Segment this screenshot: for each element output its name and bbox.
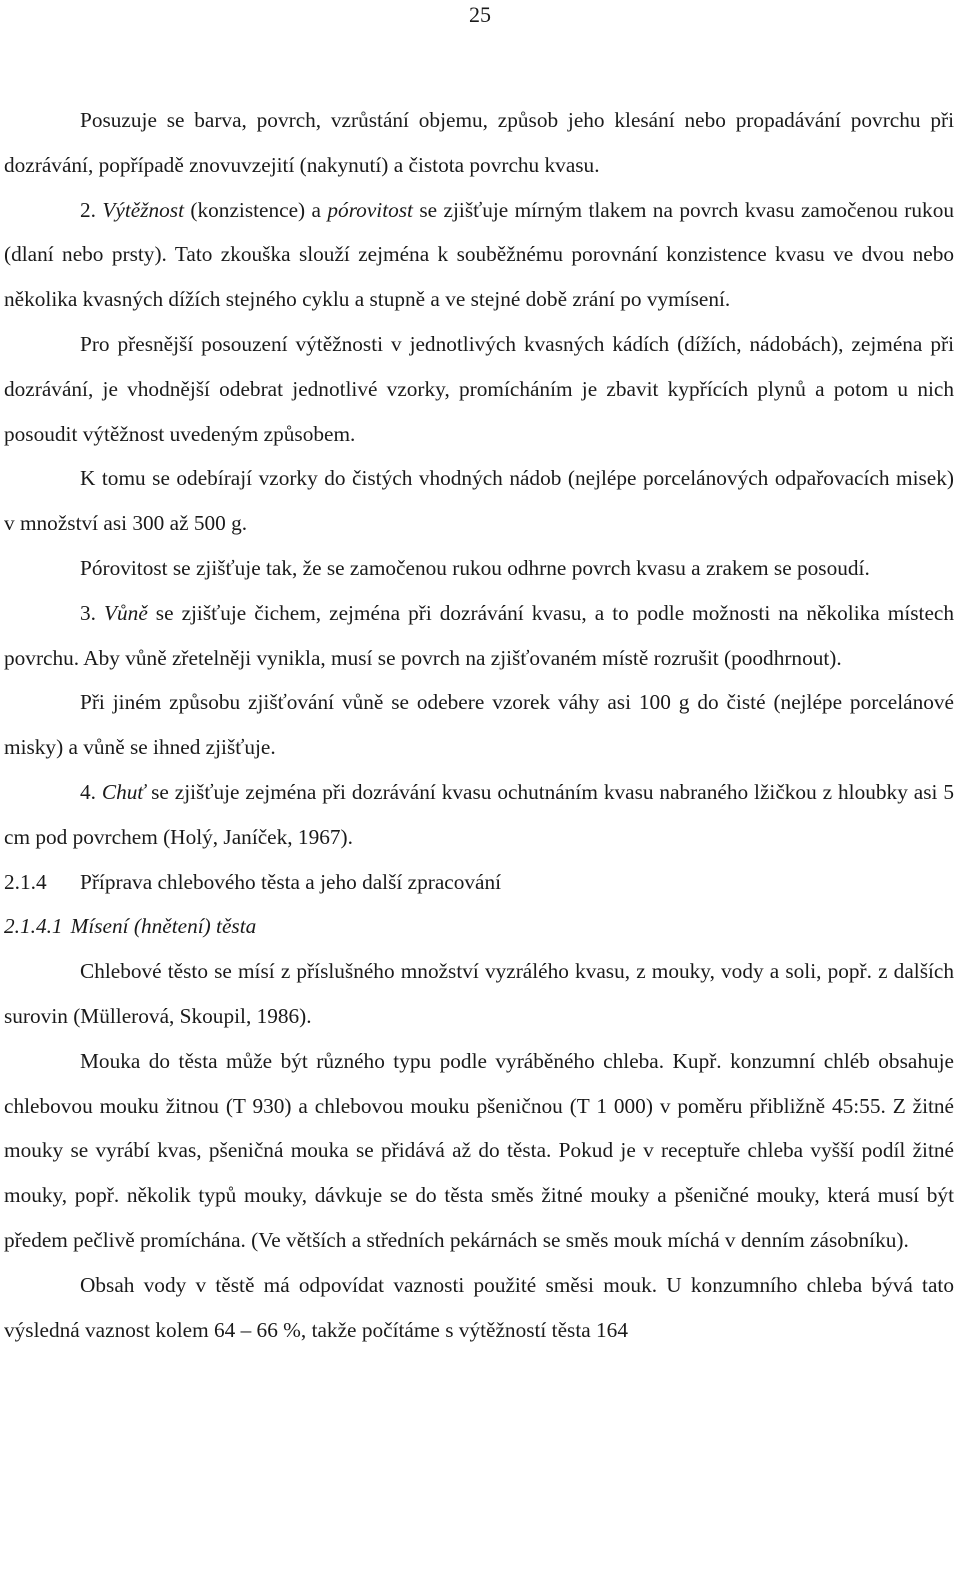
section-heading xyxy=(4,860,954,905)
subsection-number: 2.1.4.1 xyxy=(4,914,63,939)
paragraph-text: se zjišťuje čichem, zejména při dozrávání kvasu, a to podle možnosti na několika místech povrchu. Aby vůně zřetelněji vynikla, musí se povrch na zjišťovaném místě rozrušit (poodhrnout). xyxy=(4,600,954,670)
item-number: 4. xyxy=(80,779,96,804)
item-number: 2. xyxy=(80,197,96,222)
section-number: 2.1.4 xyxy=(4,869,47,894)
subsection-heading xyxy=(4,904,954,949)
item-number: 3. xyxy=(80,600,96,625)
paragraph-yield-detail xyxy=(4,322,954,456)
paragraph-text: Posuzuje se barva, povrch, vzrůstání objemu, způsob jeho klesání nebo propadávání povrchu při dozrávání, popřípadě znovuvzejití (nakynutí) a čistota povrchu kvasu. xyxy=(4,108,954,177)
paragraph-water xyxy=(4,1263,954,1353)
term-porosity: pórovitost xyxy=(327,197,413,222)
paragraph-aroma xyxy=(4,591,954,681)
paragraph-dough-mixing xyxy=(4,949,954,1039)
section-title: Příprava chlebového těsta a jeho další zpracování xyxy=(80,869,502,894)
term-yield: Výtěžnost xyxy=(102,197,185,222)
subsection-title: Mísení (hnětení) těsta xyxy=(70,914,257,939)
paragraph-text: se zjišťuje mírným tlakem na povrch kvasu zamočenou rukou (dlaní nebo prsty). Tato zkouška slouží zejména k souběžnému porovnání konzistence kvasu ve dvou nebo několika kvasných dížích stejného cyklu a stupně a ve stejné době zrání po vymísení. xyxy=(4,197,954,312)
paragraph-yield xyxy=(4,188,954,322)
paragraph-flour xyxy=(4,1039,954,1263)
paragraph-text: K tomu se odebírají vzorky do čistých vhodných nádob (nejlépe porcelánových odpařovacích misek) v množství asi 300 až 500 g. xyxy=(4,466,954,536)
paragraph-text: Chlebové těsto se mísí z příslušného množství vyzrálého kvasu, z mouky, vody a soli, popř. z dalších surovin (Müllerová, Skoupil, 1986). xyxy=(4,959,954,1028)
paragraph-text: se zjišťuje zejména při dozrávání kvasu ochutnáním kvasu nabraného lžičkou z hloubky asi 5 cm pod povrchem (Holý, Janíček, 1967). xyxy=(4,779,955,849)
paragraph-text: Pro přesnější posouzení výtěžnosti v jednotlivých kvasných kádích (dížích, nádobách), zejména při dozrávání, je vhodnější odebrat jednotlivé vzorky, promícháním je zbavit kypřících plynů a potom u nich posoudit výtěžnost uvedeným způsobem. xyxy=(4,331,954,446)
paragraph-text: Při jiném způsobu zjišťování vůně se odebere vzorek váhy asi 100 g do čisté (nejlépe porcelánové misky) a vůně se ihned zjišťuje. xyxy=(4,690,954,760)
paragraph-porosity xyxy=(4,546,954,591)
paragraph-taste xyxy=(4,770,954,860)
paragraph-aroma-detail xyxy=(4,680,954,770)
paragraph-samples xyxy=(4,456,954,546)
term-aroma: Vůně xyxy=(104,600,148,625)
paragraph-text: Obsah vody v těstě má odpovídat vaznosti použité směsi mouk. U konzumního chleba bývá tato výsledná vaznost kolem 64 – 66 %, takže počítáme s výtěžností těsta 164 xyxy=(4,1272,954,1342)
paragraph-text: Mouka do těsta může být různého typu podle vyráběného chleba. Kupř. konzumní chléb obsahuje chlebovou mouku žitnou (T 930) a chlebovou mouku pšeničnou (T 1 000) v poměru přibližně 45:55. Z žitné mouky se vyrábí kvas, pšeničná mouka se přidává až do těsta. Pokud je v receptuře chleba vyšší podíl žitné mouky, popř. několik typů mouky, dávkuje se do těsta směs žitné mouky a pšeničné mouky, která musí být předem pečlivě promíchána. (Ve větších a středních pekárnách se směs mouk míchá v denním zásobníku). xyxy=(4,1048,954,1252)
page-number: 25 xyxy=(469,2,491,27)
term-taste: Chuť xyxy=(101,779,146,804)
paragraph-text: (konzistence) a xyxy=(184,197,328,222)
body-text xyxy=(4,98,954,1352)
paragraph-text: Pórovitost se zjišťuje tak, že se zamočenou rukou odhrne povrch kvasu a zrakem se posoudí. xyxy=(80,555,870,580)
paragraph-appearance xyxy=(4,98,954,188)
